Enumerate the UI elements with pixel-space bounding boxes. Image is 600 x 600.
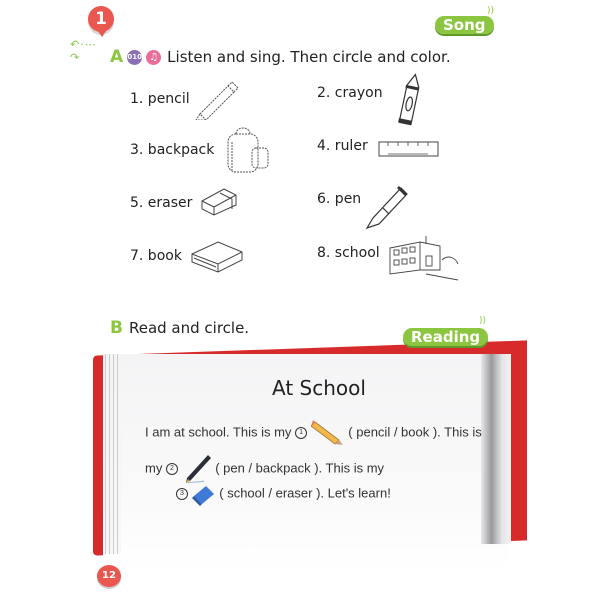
cd-track-icon[interactable]: 010	[127, 50, 142, 65]
song-tag-label: Song	[435, 16, 494, 34]
section-b-letter: B	[110, 318, 123, 338]
school-building-icon	[386, 230, 466, 284]
item-backpack: 3. backpack	[130, 142, 215, 158]
ruler-icon	[378, 140, 440, 160]
section-b-header	[110, 318, 249, 338]
reading-tag	[403, 316, 488, 348]
eraser-color-icon	[192, 482, 216, 506]
page-edge-lines	[105, 354, 121, 554]
backpack-icon	[222, 124, 274, 176]
pencil-icon	[194, 80, 240, 120]
section-a-header	[110, 47, 451, 67]
story-text: my	[145, 460, 163, 476]
item-school: 8. school	[317, 245, 380, 261]
item-crayon: 2. crayon	[317, 85, 383, 101]
story-text: I am at school. This is my	[145, 424, 292, 440]
page-number-badge: 12	[97, 565, 121, 587]
item-ruler: 4. ruler	[317, 138, 368, 154]
choice-1[interactable]: ( pencil / book ). This is	[348, 424, 482, 440]
item-book: 7. book	[130, 248, 182, 264]
sound-waves-icon: ))	[479, 316, 487, 326]
marker-1: 1	[295, 427, 307, 439]
marker-3: 3	[176, 488, 188, 500]
pen-icon	[363, 182, 409, 232]
eraser-icon	[198, 185, 240, 219]
story-line-2	[145, 453, 384, 485]
choice-2[interactable]: ( pen / backpack ). This is my	[215, 460, 385, 476]
item-pencil: 1. pencil	[130, 91, 190, 107]
unit-number-badge: 1	[88, 6, 114, 32]
music-note-icon[interactable]: ♫	[146, 50, 161, 65]
section-b-instruction: Read and circle.	[128, 319, 250, 337]
reading-tag-label: Reading	[403, 328, 488, 346]
section-a-letter: A	[110, 47, 124, 67]
swirl-arrow-icon: ↶·⋯↷	[70, 38, 97, 64]
pen-color-icon	[182, 453, 212, 485]
marker-2: 2	[166, 463, 178, 475]
section-a-instruction: Listen and sing. Then circle and color.	[167, 48, 451, 66]
item-eraser: 5. eraser	[130, 195, 193, 211]
story-line-1	[145, 420, 482, 446]
sound-waves-icon: ))	[487, 6, 495, 16]
song-tag	[435, 6, 495, 36]
story-title: At School	[272, 376, 366, 400]
page-right-fold	[481, 354, 511, 544]
story-line-3	[176, 482, 391, 506]
choice-3[interactable]: ( school / eraser ). Let's learn!	[219, 485, 391, 501]
item-pen: 6. pen	[317, 191, 362, 207]
book-icon	[188, 236, 246, 278]
crayon-icon	[396, 72, 422, 130]
pencil-color-icon	[311, 420, 345, 446]
